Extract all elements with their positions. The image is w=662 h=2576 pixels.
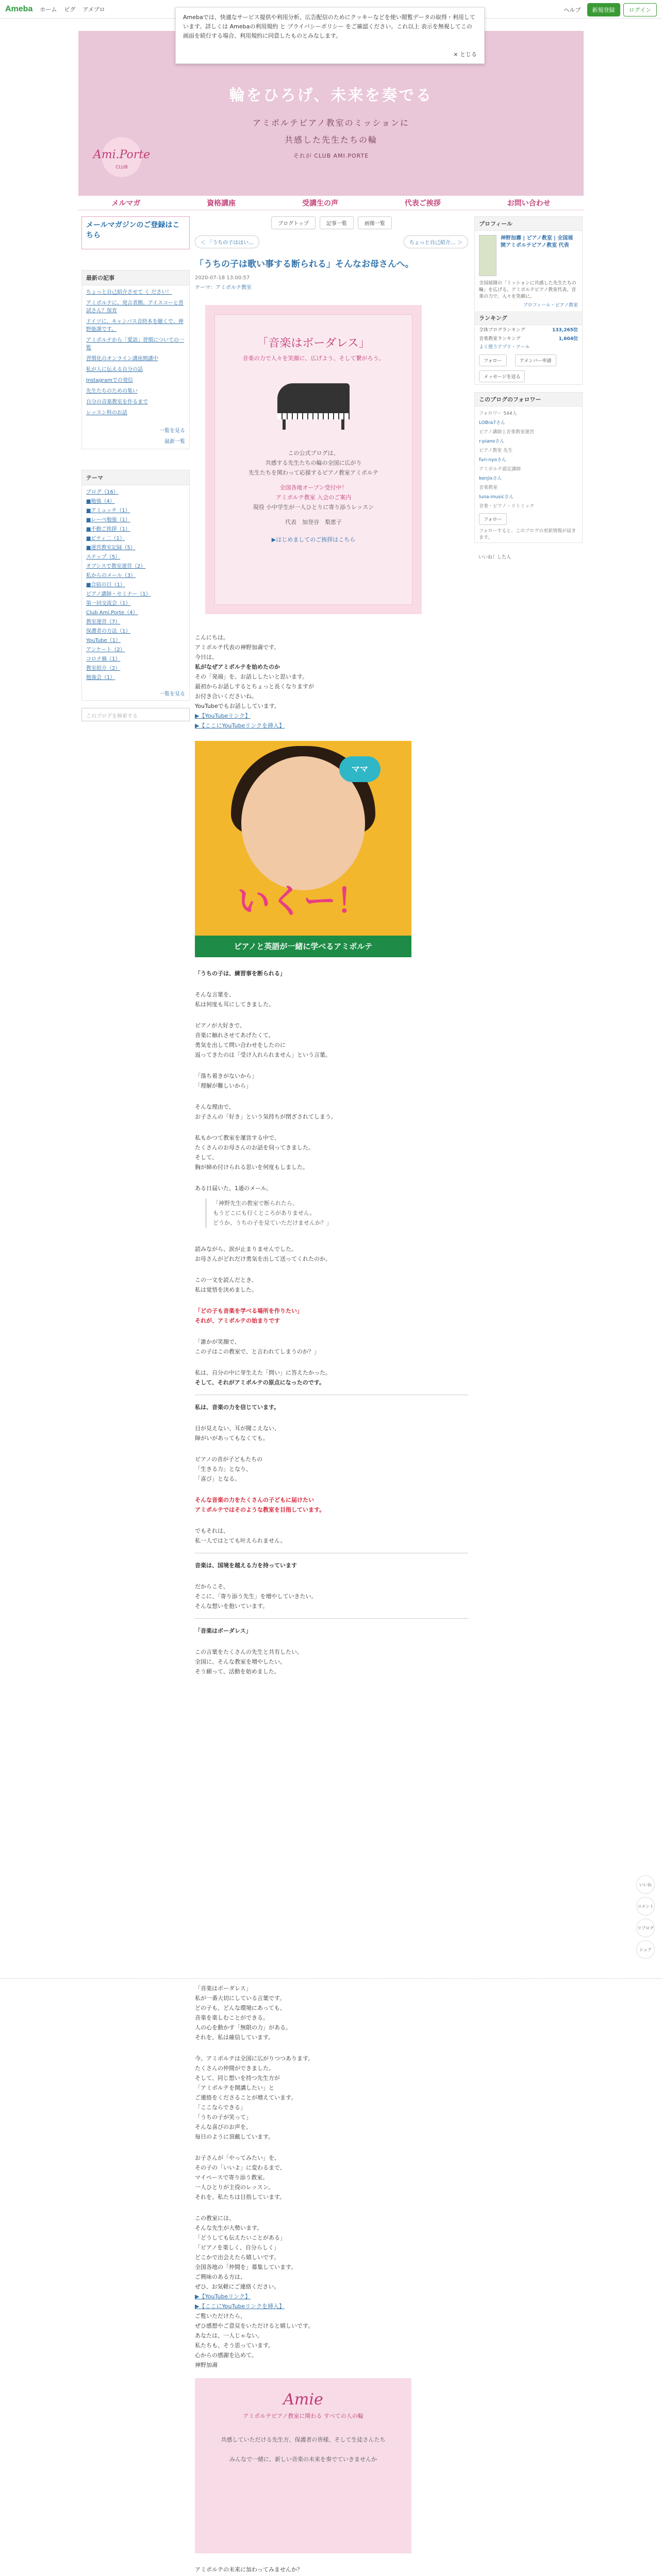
main-p12-line: 障がいがあってもなくても。 [195, 1435, 269, 1442]
main-p11-line: そして、それがアミポルテの原点になったのです。 [195, 1379, 325, 1386]
post-pager [195, 235, 468, 248]
gnav-greeting[interactable]: 代表ご挨拶 [404, 199, 441, 208]
lower-p2-line: 「うちの子が笑って」 [195, 2114, 252, 2121]
mail-quote [205, 1198, 468, 1228]
header-subtitle-3: それが CLUB AMI.PORTE [293, 152, 369, 159]
header-subtitle-2: 共感した先生たちの輪 [284, 135, 377, 145]
help-link[interactable]: ヘルプ [564, 7, 581, 13]
follower-name[interactable]: LOBra7さん [479, 420, 505, 426]
lower-p1-line: それを、私は確信しています。 [195, 2034, 274, 2041]
ad-bottom-bar: ピアノと英語が一緒に学べるアミポルテ [195, 936, 411, 957]
paragraph-4 [195, 1071, 468, 1091]
recent-post-link[interactable]: 習慣化のオンライン講座開講中 [86, 356, 158, 362]
profile-description: 全国展開の「ミッションに共感した先生たちの輪」を広げる、アミポルテピアノ教室代表。音楽の力で、人々を笑顔に。 [479, 281, 576, 299]
lower-p2-line: そんな喜びのお声を、 [195, 2124, 252, 2130]
paragraph-10 [195, 1337, 468, 1357]
lower-p3-line: 一人ひとりが主役のレッスン。 [195, 2184, 274, 2191]
lower-p3-line: マイペースで寄り添う教室。 [195, 2174, 269, 2181]
profile-name[interactable]: 神野加壽 | ピアノ教室 | 全国展開アミポルテピアノ教室 代表 [500, 235, 573, 248]
lower-paragraph-5 [195, 2311, 468, 2370]
message-button[interactable]: メッセージを送る [479, 370, 525, 382]
main-p3-line: ピアノが大好きで、 [195, 1022, 245, 1029]
amiporte-ad-image[interactable] [195, 741, 411, 957]
main-p14-line: 私一人ではとても叶えられません。 [195, 1537, 286, 1544]
lower-p4-line: ぜひ、お気軽にご連絡ください。 [195, 2283, 280, 2290]
paragraph-7 [195, 1183, 468, 1193]
lower-p3-line: その子の「いいよ」に変わるまで、 [195, 2164, 286, 2171]
lower-p4-line: 「どうしても伝えたいことがある」 [195, 2234, 286, 2241]
mail-quote-line: もうどこにも行くところがありません。 [213, 1210, 316, 1216]
paragraph-14 [195, 1526, 468, 1546]
recent-all-link[interactable]: 最新一覧 [164, 439, 185, 445]
theme-link[interactable]: ■ピティ二（1） [86, 536, 125, 541]
themes [81, 470, 190, 701]
main-p1-line: こんにちは。 [195, 634, 229, 641]
main-p4-line: 「理解が難しいから」 [195, 1082, 252, 1089]
main-p1-line[interactable]: ▶【YouTubeリンク】 [195, 713, 251, 719]
follow-note: フォローすると、このブログの更新情報が届きます。 [479, 529, 576, 540]
blog-tabs [195, 216, 468, 229]
lower-p2-line: 「アミポルテを開講したい」と [195, 2084, 274, 2091]
login-button[interactable]: ログイン [623, 3, 657, 16]
lower-p4-line: ご興味のある方は、 [195, 2274, 246, 2280]
main-p5-line: そんな理由で、 [195, 1104, 235, 1110]
post-date: 2020-07-18 13:00:57 [195, 275, 250, 281]
follower-desc: ピアノ講師 | 音楽教室運営 [479, 430, 535, 435]
lower-p1-line: 「音楽はボーダレス」 [195, 1985, 252, 1992]
main-p8-line: お母さんがどれだけ勇気を出して送ってくれたのか。 [195, 1256, 331, 1262]
tab-entry-list[interactable]: 記事一覧 [320, 216, 354, 229]
club-logo [86, 124, 158, 191]
amie-tagline: アミポルテピアノ教室に関わる すべての人の輪 [243, 2413, 363, 2419]
lower-p4-line: この教室には、 [195, 2215, 235, 2222]
gnav-voice[interactable]: 受講生の声 [302, 199, 338, 208]
main-p13-line: 「生きる力」となり、 [195, 1466, 252, 1472]
paragraph-12 [195, 1423, 468, 1443]
mission-banner-image[interactable] [205, 305, 422, 614]
lower-p4-line: 全国各地の「仲間を」募集しています。 [195, 2264, 297, 2270]
lower-paragraph-6 [195, 2565, 468, 2574]
theme-link[interactable]: ■不動ご挨拶（1） [86, 527, 130, 532]
main-p6-line: 胸が締め付けられる思いを何度もしました。 [195, 1164, 308, 1171]
theme-link[interactable]: オブシスで教室運営（2） [86, 564, 146, 569]
follower-desc: 音楽・ピアノ・リトミック [479, 504, 535, 509]
main-p1-line: その「発端」を、お話ししたいと思います。 [195, 673, 308, 680]
recent-post-link[interactable]: ちょっと自己紹介させて く ださい！ [86, 290, 172, 295]
main-article [195, 216, 468, 1676]
follower-desc: アミポルテ認定講師 [479, 467, 521, 472]
main-p15-line: そんな想いを抱いています。 [195, 1603, 269, 1609]
lower-p1-line: 私が一番大切にしている言葉です。 [195, 1995, 286, 2002]
theme-link[interactable]: 私からのメール（3） [86, 573, 136, 579]
prev-post-link[interactable]: ＜ 「うちの子ははい… [195, 235, 259, 248]
blog-search-input[interactable]: このブログを検索する [81, 708, 190, 721]
main-p13-line: 「喜び」となる。 [195, 1476, 240, 1482]
amie-text-1: 共感していただける先生方、保護者の皆様、そして生徒さんたち [221, 2436, 386, 2443]
ad-mama-bubble: ママ [339, 756, 380, 782]
lower-p6-line: アミポルテの未来に加わってみませんか？ [195, 2566, 303, 2573]
lower-youtube-link-2[interactable]: ▶【ここにYouTubeリンクを挿入】 [195, 2303, 285, 2310]
lower-p2-line: 「ここならできる」 [195, 2104, 246, 2111]
main-p5-line: お子さんの「好き」という気持ちが閉ざされてしまう。 [195, 1113, 337, 1120]
lower-p2-line: 毎日のように頂戴しています。 [195, 2133, 274, 2140]
reblog-button[interactable]: リブログ [636, 1919, 655, 1937]
paragraph-15 [195, 1582, 468, 1611]
paragraph-3 [195, 1021, 468, 1060]
recent-post-link[interactable]: アミポルテに、発言者側、アイスコーヒ普試さん？保育 [86, 300, 184, 314]
theme-link[interactable]: 教室紹介（2） [86, 666, 121, 671]
main-p3-line: 音楽に触れさせてあげたくて。 [195, 1032, 274, 1039]
main-p15-line: そこに、「寄り添う先生」を増やしていきたい。 [195, 1593, 317, 1600]
theme-link[interactable]: 保護者の方法（1） [86, 629, 131, 634]
register-button[interactable]: 新規登録 [587, 3, 620, 16]
banner-greeting-link[interactable]: ▶はじめましてのご挨拶はこちら [271, 536, 356, 543]
next-post-link[interactable]: ちょっと自己紹介… ＞ [404, 235, 468, 248]
main-p10-line: 「誰かが笑顔で、 [195, 1338, 240, 1345]
paragraph-9 [195, 1275, 468, 1295]
themes-list [82, 485, 189, 686]
quote-title-2: 「音楽はボーダレス」 [195, 1628, 252, 1634]
theme-link[interactable]: 勉強会（1） [86, 675, 115, 681]
profile-row [475, 231, 582, 280]
follower-desc: ピアノ教室 先生 [479, 448, 513, 453]
main-p1-line: YouTubeでもお話ししています。 [195, 703, 280, 709]
mission-banner-inner [214, 314, 412, 605]
main-p13-line: ピアノの音が子どもたちの [195, 1456, 263, 1463]
lower-p2-line: そして、同じ想いを持つ先生方が [195, 2075, 280, 2081]
main-p6-line: 私もかつて教室を運営する中で、 [195, 1134, 280, 1141]
recent-post-link[interactable]: Instagramでの発信 [86, 378, 133, 383]
header-subtitle-1: アミポルテピアノ教室のミッションに [252, 118, 410, 128]
amie-text-2: みんなで一緒に、新しい音楽の未来を奏でていきませんか [229, 2456, 377, 2463]
header-title: 輪をひろげ、未来を奏でる [229, 87, 433, 105]
theme-link[interactable]: 教室運営（7） [86, 619, 121, 625]
share-buttons [636, 1875, 657, 1962]
topbar-right [564, 3, 657, 16]
follow-button[interactable]: フォロー [479, 354, 507, 366]
topnav-home[interactable]: ホーム [40, 6, 57, 13]
recent-post-link[interactable]: ドイツに、キャンバス音終本を聴くで、神野能課です。 [86, 319, 184, 332]
recent-post-link[interactable]: 私が人に伝える自分の話 [86, 367, 143, 372]
paragraph-6 [195, 1133, 468, 1172]
rank-row-overall: 全体ブログランキング 133,265位 [479, 328, 578, 333]
themes-more-link[interactable]: 一覧を見る [159, 691, 185, 697]
theme-link[interactable]: ■合宿の日（1） [86, 582, 125, 588]
bold-line-2: 音楽は、国境を越える力を持っています [195, 1562, 297, 1569]
share-button[interactable]: シェア [636, 1940, 655, 1959]
followers-box [474, 392, 583, 543]
follower-name[interactable]: r-pianoさん [479, 439, 505, 444]
post-theme[interactable]: テーマ：アミポルテ教室 [195, 285, 252, 291]
banner-title: 「音楽はボーダレス」 [257, 337, 370, 350]
main-p6-line: たくさんのお母さんのお話を伺ってきました。 [195, 1144, 314, 1151]
like-button[interactable]: いいね [636, 1875, 655, 1894]
main-p8-line: 読みながら、涙が止まりませんでした。 [195, 1246, 297, 1252]
paragraph-11 [195, 1368, 468, 1387]
lower-p2-line: 今、アミポルテは全国に広がりつつあります。 [195, 2055, 314, 2062]
topnav-ameblo[interactable]: アメブロ [82, 6, 105, 13]
recent-post-link[interactable]: 自分の音楽教室を作るまで [86, 399, 148, 405]
tab-image-list[interactable]: 画像一覧 [358, 216, 392, 229]
main-p1-line: お付き合いくださいね。 [195, 693, 257, 700]
follower-count: フォロワー 544人 [479, 411, 517, 416]
main-p1-line: アミポルテ代表の神野加壽です。 [195, 644, 280, 651]
red-highlight-1: 「どの子も音楽を学べる場所を作りたい」 [195, 1308, 303, 1314]
lower-p4-line: そんな先生が大勢います。 [195, 2225, 263, 2231]
mailmagazine-banner[interactable] [81, 216, 190, 249]
rank-row-genre: 音楽教室ランキング 1,604位 [479, 336, 578, 342]
lower-p5-line: ご覧いただけたら、 [195, 2313, 246, 2319]
recent-post-link[interactable]: レッスン料のお話 [86, 410, 127, 416]
main-p1-line: 最初からお話しするとちょっと長くなりますが [195, 683, 314, 690]
profile-box [474, 216, 583, 385]
main-p1-line[interactable]: ▶【ここにYouTubeリンクを挿入】 [195, 722, 285, 729]
main-p2-line: そんな言葉を、 [195, 991, 235, 998]
theme-link[interactable]: ステップ（5） [86, 554, 121, 560]
lower-p5-line: 心からの感謝を込めて。 [195, 2352, 257, 2359]
main-p12-line: 目が見えない、耳が聞こえない、 [195, 1425, 280, 1432]
main-p1-line: 私がなぜアミポルテを始めたのか [195, 664, 280, 670]
theme-link[interactable]: 第一回交流会（1） [86, 601, 131, 606]
main-p3-line: 勇気を出して問い合わせをしたのに [195, 1042, 286, 1048]
main-p9-line: 私は覚悟を決めました。 [195, 1286, 257, 1293]
mailmagazine-title: メールマガジンのご登録はこちら [86, 221, 180, 240]
follow-button-2[interactable]: フォロー [479, 513, 507, 525]
main-p11-line: 私は、自分の中に芽生えた「問い」に答えたかった。 [195, 1369, 331, 1376]
main-p16-line: 全国に、そんな教室を増やしたい。 [195, 1658, 286, 1665]
main-p2-line: 私は何度も耳にしてきました。 [195, 1001, 274, 1008]
follower-desc: 音楽教室 [479, 485, 498, 490]
lower-p4-line: 「ピアノを楽しく、自分らしく」 [195, 2244, 279, 2251]
red-highlight-2: それが、アミポルテの始まりです [195, 1317, 280, 1324]
mail-quote-line: 「神野先生の教室で断られたら、 [213, 1200, 298, 1207]
cookie-notice [175, 7, 485, 64]
main-p3-line: 返ってきたのは「受け入れられません」という言葉。 [195, 1052, 331, 1058]
profile-head: プロフィール [475, 217, 582, 231]
theme-link[interactable]: ■レーベ勉強（1） [86, 517, 130, 523]
follower-list [475, 418, 582, 511]
paragraph-2 [195, 990, 468, 1009]
red-highlight-4: アミポルテではそのような教室を目指しています。 [195, 1506, 325, 1513]
theme-link[interactable]: ピアノ講師・セミナー（1） [86, 591, 151, 597]
liked-users[interactable]: いいね！した人 [478, 555, 511, 560]
main-p15-line: だからこそ、 [195, 1583, 229, 1590]
left-sidebar [81, 216, 190, 721]
main-p16-line: そう願って、活動を始めました。 [195, 1668, 280, 1675]
mail-quote-line: どうか、うちの子を見ていただけませんか？」 [213, 1219, 332, 1226]
theme-link[interactable]: YouTube（1） [86, 638, 121, 643]
recent-post-link[interactable]: アミポルテから「愛語」習慣についての一覧 [86, 337, 184, 351]
main-p9-line: この一文を読んだとき、 [195, 1277, 257, 1283]
lower-paragraph-2 [195, 2054, 468, 2142]
banner-subtitle: 音楽の力で人々を笑顔に、広げよう、そして繋がろう。 [242, 355, 385, 362]
lower-p5-line: ぜひ感想やご意見をいただけると嬉しいです。 [195, 2323, 314, 2329]
paragraph-5 [195, 1102, 468, 1122]
article-continuation [195, 1984, 468, 2576]
lower-p4-line: どこかで出会えたら嬉しいです。 [195, 2254, 280, 2261]
theme-link[interactable]: アンケート（2） [86, 647, 125, 653]
lower-p1-line: どの子も、どんな環境にあっても、 [195, 2005, 286, 2011]
paragraph-13 [195, 1454, 468, 1484]
recent-posts-head: 最新の記事 [82, 270, 189, 285]
lower-p3-line: それを、私たちは目指しています。 [195, 2194, 286, 2200]
post-title[interactable]: 「うちの子は歌い事する断られる」そんなお母さんへ。 [195, 259, 414, 269]
lower-p3-line: お子さんが「やってみたい」を、 [195, 2155, 280, 2161]
paragraph-16 [195, 1647, 468, 1676]
profile-more-link[interactable]: プロフィール・ピアノ教室 [523, 303, 578, 308]
amie-banner-image[interactable] [195, 2378, 411, 2553]
recent-posts [81, 270, 190, 449]
club-logo-text: Ami.Porte [93, 148, 151, 161]
main-p6-line: そして、 [195, 1154, 218, 1161]
follower-name[interactable]: furi-nyoさん [479, 457, 506, 463]
follower-name[interactable]: luna-musicさん [479, 495, 514, 500]
app-tools-link[interactable]: よく使うアプリ・ツール [479, 345, 530, 350]
recent-post-link[interactable]: 先生たちのための集い [86, 388, 138, 394]
club-logo-small: CLUB [115, 165, 128, 170]
themes-head: テーマ [82, 470, 189, 485]
piano-icon [262, 373, 365, 430]
lower-p2-line: ご連絡をくださることが増えています。 [195, 2094, 297, 2101]
lower-paragraph-3 [195, 2153, 468, 2202]
cookie-close-button[interactable]: × とじる [453, 51, 477, 58]
lower-p1-line: 音楽を楽しむことができる。 [195, 2014, 269, 2021]
main-p1-line: 今日は、 [195, 654, 218, 660]
comment-button[interactable]: コメント [636, 1897, 655, 1916]
paragraph-intro [195, 633, 468, 731]
theme-link[interactable]: コロナ禍（1） [86, 656, 121, 662]
lower-p1-line: 人の心を動かす「無限の力」がある。 [195, 2024, 291, 2031]
page-divider [0, 1978, 662, 1979]
banner-text: この公式ブログは、 共感する先生たちの輪の全国に広がり 先生たちを関わって応援するピアノ教室アミポルテ 全国各地オープン受付中！ アミポルテ教室 入会のご案内 現役 小中学生が一人ひとりに寄り添うレッスン 代表 加登谷 梨恵子 [248, 450, 378, 526]
main-p7-line: ある日届いた、1通のメール。 [195, 1185, 272, 1192]
lower-p2-line: たくさんの仲間ができました。 [195, 2065, 274, 2072]
right-sidebar [474, 216, 583, 563]
main-p10-line: この子はこの教室で、と言われてしまうのか？」 [195, 1348, 320, 1355]
ranking-head: ランキング [475, 311, 582, 325]
red-highlight-3: そんな音楽の力をたくさんの子どもに届けたい [195, 1497, 314, 1503]
follower-name[interactable]: kenjixさん [479, 476, 502, 481]
recent-posts-list [82, 285, 189, 423]
main-p16-line: この言葉をたくさんの先生と共有したい。 [195, 1649, 303, 1655]
cookie-text: Amebaでは、快適なサービス提供や利用分析、広告配信のためにクッキーなどを使い閲覧データの取得・利用しています。詳しくは Amebaの利用規約 と プライバシーポリシー をご確認ください。これ以上 表示を無視してこの画面を続行する場合、利用規約に同意したものとみなします。 [183, 14, 475, 39]
recent-more-link[interactable]: 一覧を見る [159, 428, 185, 434]
paragraph-8 [195, 1244, 468, 1264]
profile-avatar[interactable] [479, 235, 496, 276]
theme-link[interactable]: ■運営教室記録（5） [86, 545, 136, 551]
followers-head: このブログのフォロワー [475, 393, 582, 406]
main-p14-line: でもそれは、 [195, 1528, 229, 1534]
quote-title: 「うちの子は、練習事を断られる」 [195, 970, 286, 977]
theme-link[interactable]: ブログ（16） [86, 489, 119, 495]
tab-blog-top[interactable]: ブログトップ [271, 216, 316, 229]
main-p4-line: 「落ち着きがないから」 [195, 1073, 257, 1079]
theme-link[interactable]: Club Ami.Porte（4） [86, 610, 138, 616]
theme-link[interactable]: ■アミュッチ（1） [86, 508, 130, 514]
lower-p5-line: 神野加壽 [195, 2362, 218, 2368]
gnav-mailmagazine[interactable]: メルマガ [111, 199, 141, 208]
global-nav [78, 196, 584, 210]
gnav-course[interactable]: 資格講座 [207, 199, 236, 208]
lower-paragraph-1 [195, 1984, 468, 2042]
topnav-pigg[interactable]: ピグ [64, 6, 76, 13]
lower-youtube-link-1[interactable]: ▶【YouTubeリンク】 [195, 2293, 251, 2300]
amember-button[interactable]: アメンバー申請 [515, 354, 556, 366]
theme-link[interactable]: ■勉強（4） [86, 499, 115, 504]
bold-line-1: 私は、音楽の力を信じています。 [195, 1404, 280, 1411]
amie-logo: Amie [283, 2391, 323, 2409]
gnav-contact[interactable]: お問い合わせ [507, 199, 551, 208]
lower-p5-line: あなたは、一人じゃない。 [195, 2332, 263, 2339]
lower-p5-line: 私たちも、そう思っています。 [195, 2342, 274, 2349]
ameba-logo[interactable]: Ameba [5, 4, 33, 13]
lower-paragraph-4 [195, 2213, 468, 2292]
ad-big-text: いくー！ [237, 883, 369, 921]
